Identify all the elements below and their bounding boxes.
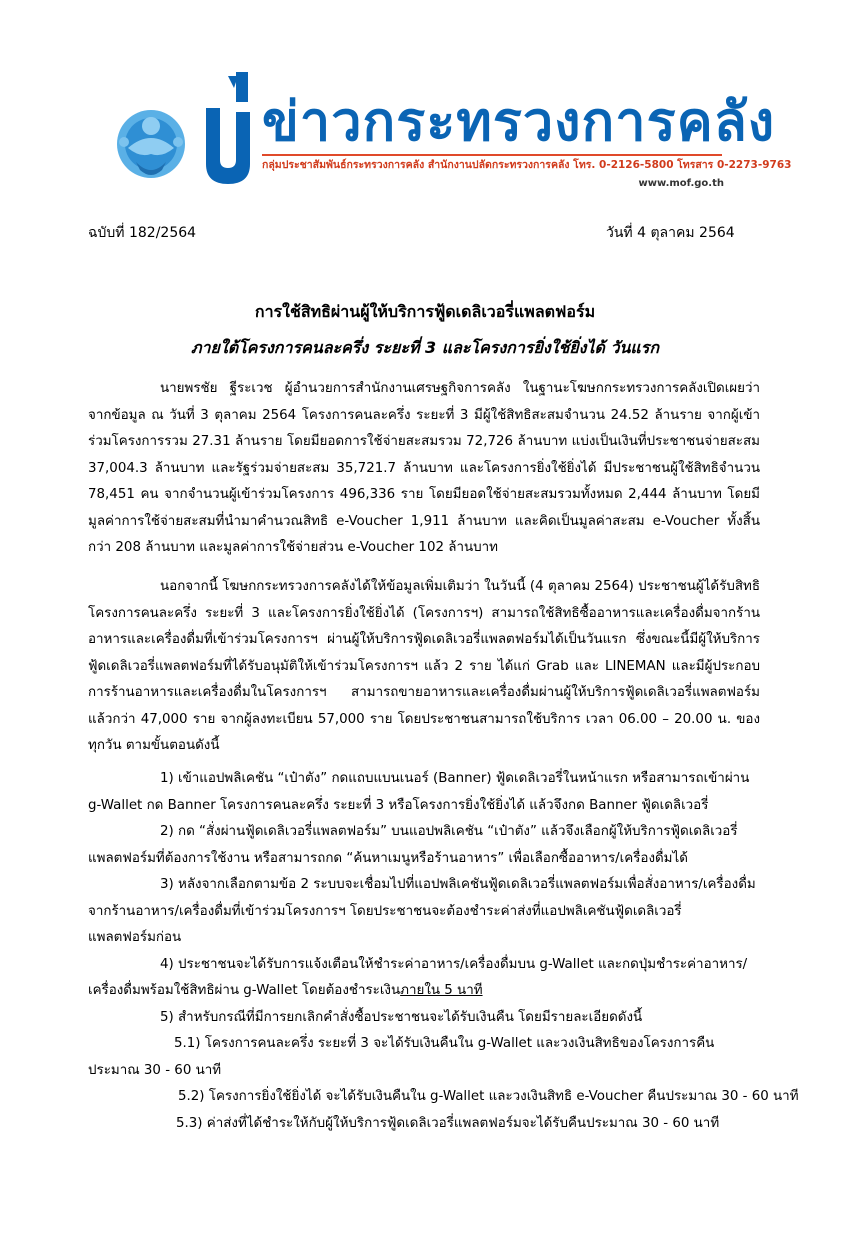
step-2-line-2: แพลตฟอร์มที่ต้องการใช้งาน หรือสามารถกด “ค้นหาเมนูหรือร้านอาหาร” เพื่อเลือกซื้ออาหาร/เครื่องดื่มได้ — [88, 850, 688, 866]
brand-name: ข่าวกระทรวงการคลัง — [262, 90, 776, 153]
step-5: 5) สำหรับกรณีที่มีการยกเลิกคำสั่งซื้อประชาชนจะได้รับเงินคืน โดยมีรายละเอียดดังนี้ — [160, 1009, 643, 1025]
issue-number: ฉบับที่ 182/2564 — [88, 225, 197, 241]
step-4-line-1: 4) ประชาชนจะได้รับการแจ้งเตือนให้ชำระค่าอาหาร/เครื่องดื่มบน g-Wallet และกดปุ่มชำระค่าอาหาร/ — [160, 956, 748, 972]
step-3-line-1: 3) หลังจากเลือกตามข้อ 2 ระบบจะเชื่อมไปที่แอปพลิเคชันฟู้ดเดลิเวอรี่แพลตฟอร์มเพื่อสั่งอาหาร/เครื่องดื่ม — [160, 877, 756, 892]
step-3-line-3: แพลตฟอร์มก่อน — [88, 930, 182, 945]
paragraph-1-text: นายพรชัย ฐีระเวช ผู้อำนวยการสำนักงานเศรษฐกิจการคลัง ในฐานะโฆษกกระทรวงการคลังเปิดเผยว่า จากข้อมูล ณ วันที่ 3 ตุลาคม 2564 โครงการคนละครึ่ง ระยะที่ 3 มีผู้ใช้สิทธิสะสมจำนวน 24.52 ล้านราย จากผู้เข้าร่วมโครงการรวม 27.31 ล้านราย โดยมียอดการใช้จ่ายสะสมรวม 72,726 ล้านบาท แบ่งเป็นเงินที่ประชาชนจ่ายสะสม 37,004.3 ล้านบาท และรัฐร่วมจ่ายสะสม 35,721.7 ล้านบาท และโครงการยิ่งใช้ยิ่งได้ มีประชาชนผู้ใช้สิทธิจำนวน 78,451 คน จากจำนวนผู้เข้าร่วมโครงการ 496,336 ราย โดยมียอดใช้จ่ายสะสมรวมทั้งหมด 2,444 ล้านบาท โดยมีมูลค่าการใช้จ่ายสะสมที่นำมาคำนวณสิทธิ e-Voucher 1,911 ล้านบาท และคิดเป็นมูลค่าสะสม e-Voucher ทั้งสิ้นกว่า 208 ล้านบาท และมูลค่าการใช้จ่ายส่วน e-Voucher 102 ล้านบาท — [88, 381, 760, 555]
headline-line-2: ภายใต้โครงการคนละครึ่ง ระยะที่ 3 และโครงการยิ่งใช้ยิ่งได้ วันแรก — [190, 338, 660, 357]
step-4-line-2 — [88, 978, 760, 1005]
headline-line-1: การใช้สิทธิผ่านผู้ให้บริการฟู้ดเดลิเวอรี่แพลตฟอร์ม — [254, 302, 596, 321]
step-3-line-2: จากร้านอาหาร/เครื่องดื่มที่เข้าร่วมโครงการฯ โดยประชาชนจะต้องชำระค่าส่งที่แอปพลิเคชันฟู้ดเดลิเวอรี่ — [88, 903, 682, 919]
steps-list — [88, 766, 799, 1137]
contact-info: กลุ่มประชาสัมพันธ์กระทรวงการคลัง สำนักงานปลัดกระทรวงการคลัง โทร. 0-2126-5800 โทรสาร 0-2273-9763 — [262, 154, 722, 174]
letterhead — [110, 72, 792, 197]
paragraph-2-text: นอกจากนี้ โฆษกกระทรวงการคลังได้ให้ข้อมูลเพิ่มเติมว่า ในวันนี้ (4 ตุลาคม 2564) ประชาชนผู้ได้รับสิทธิโครงการคนละครึ่ง ระยะที่ 3 และโครงการยิ่งใช้ยิ่งได้ (โครงการฯ) สามารถใช้สิทธิซื้ออาหารและเครื่องดื่มจากร้านอาหารและเครื่องดื่มที่เข้าร่วมโครงการฯ ผ่านผู้ให้บริการฟู้ดเดลิเวอรี่แพลตฟอร์มได้เป็นวันแรก ซึ่งขณะนี้มีผู้ให้บริการฟู้ดเดลิเวอรี่แพลตฟอร์มที่ได้รับอนุมัติให้เข้าร่วมโครงการฯ แล้ว 2 ราย ได้แก่ Grab และ LINEMAN และมีผู้ประกอบการร้านอาหารและเครื่องดื่มในโครงการฯ สามารถขายอาหารและเครื่องดื่มผ่านผู้ให้บริการฟู้ดเดลิเวอรี่แพลตฟอร์มแล้วกว่า 47,000 ราย จากผู้ลงทะเบียน 57,000 ราย โดยประชาชนสามารถใช้บริการ เวลา 06.00 – 20.00 น. ของทุกวัน ตามขั้นตอนดังนี้ — [88, 579, 760, 753]
step-4-text: เครื่องดื่มพร้อมใช้สิทธิผ่าน g-Wallet โดยต้องชำระเงิน — [88, 983, 401, 998]
paragraph-2 — [88, 574, 760, 760]
step-1-line-1: 1) เข้าแอปพลิเคชัน “เป๋าตัง” กดแถบแบนเนอร์ (Banner) ฟู้ดเดลิเวอรี่ในหน้าแรก หรือสามารถเข้าผ่าน — [160, 771, 750, 786]
website-link[interactable]: www.mof.go.th — [638, 178, 724, 189]
step-1-line-2: g-Wallet กด Banner โครงการคนละครึ่ง ระยะที่ 3 หรือโครงการยิ่งใช้ยิ่งได้ แล้วจึงกด Banner ฟู้ดเดลิเวอรี่ — [88, 797, 709, 813]
paragraph-1 — [88, 376, 760, 562]
step-4-deadline: ภายใน 5 นาที — [400, 983, 483, 998]
step-2-line-1: 2) กด “สั่งผ่านฟู้ดเดลิเวอรี่แพลตฟอร์ม” บนแอปพลิเคชัน “เป๋าตัง” แล้วจึงเลือกผู้ให้บริการฟู้ดเดลิเวอรี่ — [160, 824, 738, 839]
ministry-seal-icon — [110, 98, 192, 188]
step-5-1-line-2: ประมาณ 30 - 60 นาที — [88, 1062, 222, 1078]
step-5-3: 5.3) ค่าส่งที่ได้ชำระให้กับผู้ให้บริการฟู้ดเดลิเวอรี่แพลตฟอร์มจะได้รับคืนประมาณ 30 - 60 นาที — [176, 1115, 720, 1131]
step-5-1-line-1: 5.1) โครงการคนละครึ่ง ระยะที่ 3 จะได้รับเงินคืนใน g-Wallet และวงเงินสิทธิของโครงการคืน — [174, 1036, 715, 1051]
issue-date: วันที่ 4 ตุลาคม 2564 — [606, 225, 735, 241]
step-5-2: 5.2) โครงการยิ่งใช้ยิ่งได้ จะได้รับเงินคืนใน g-Wallet และวงเงินสิทธิ e-Voucher คืนประมาณ 30 - 60 นาที — [178, 1089, 799, 1104]
logo-mark — [198, 72, 258, 187]
